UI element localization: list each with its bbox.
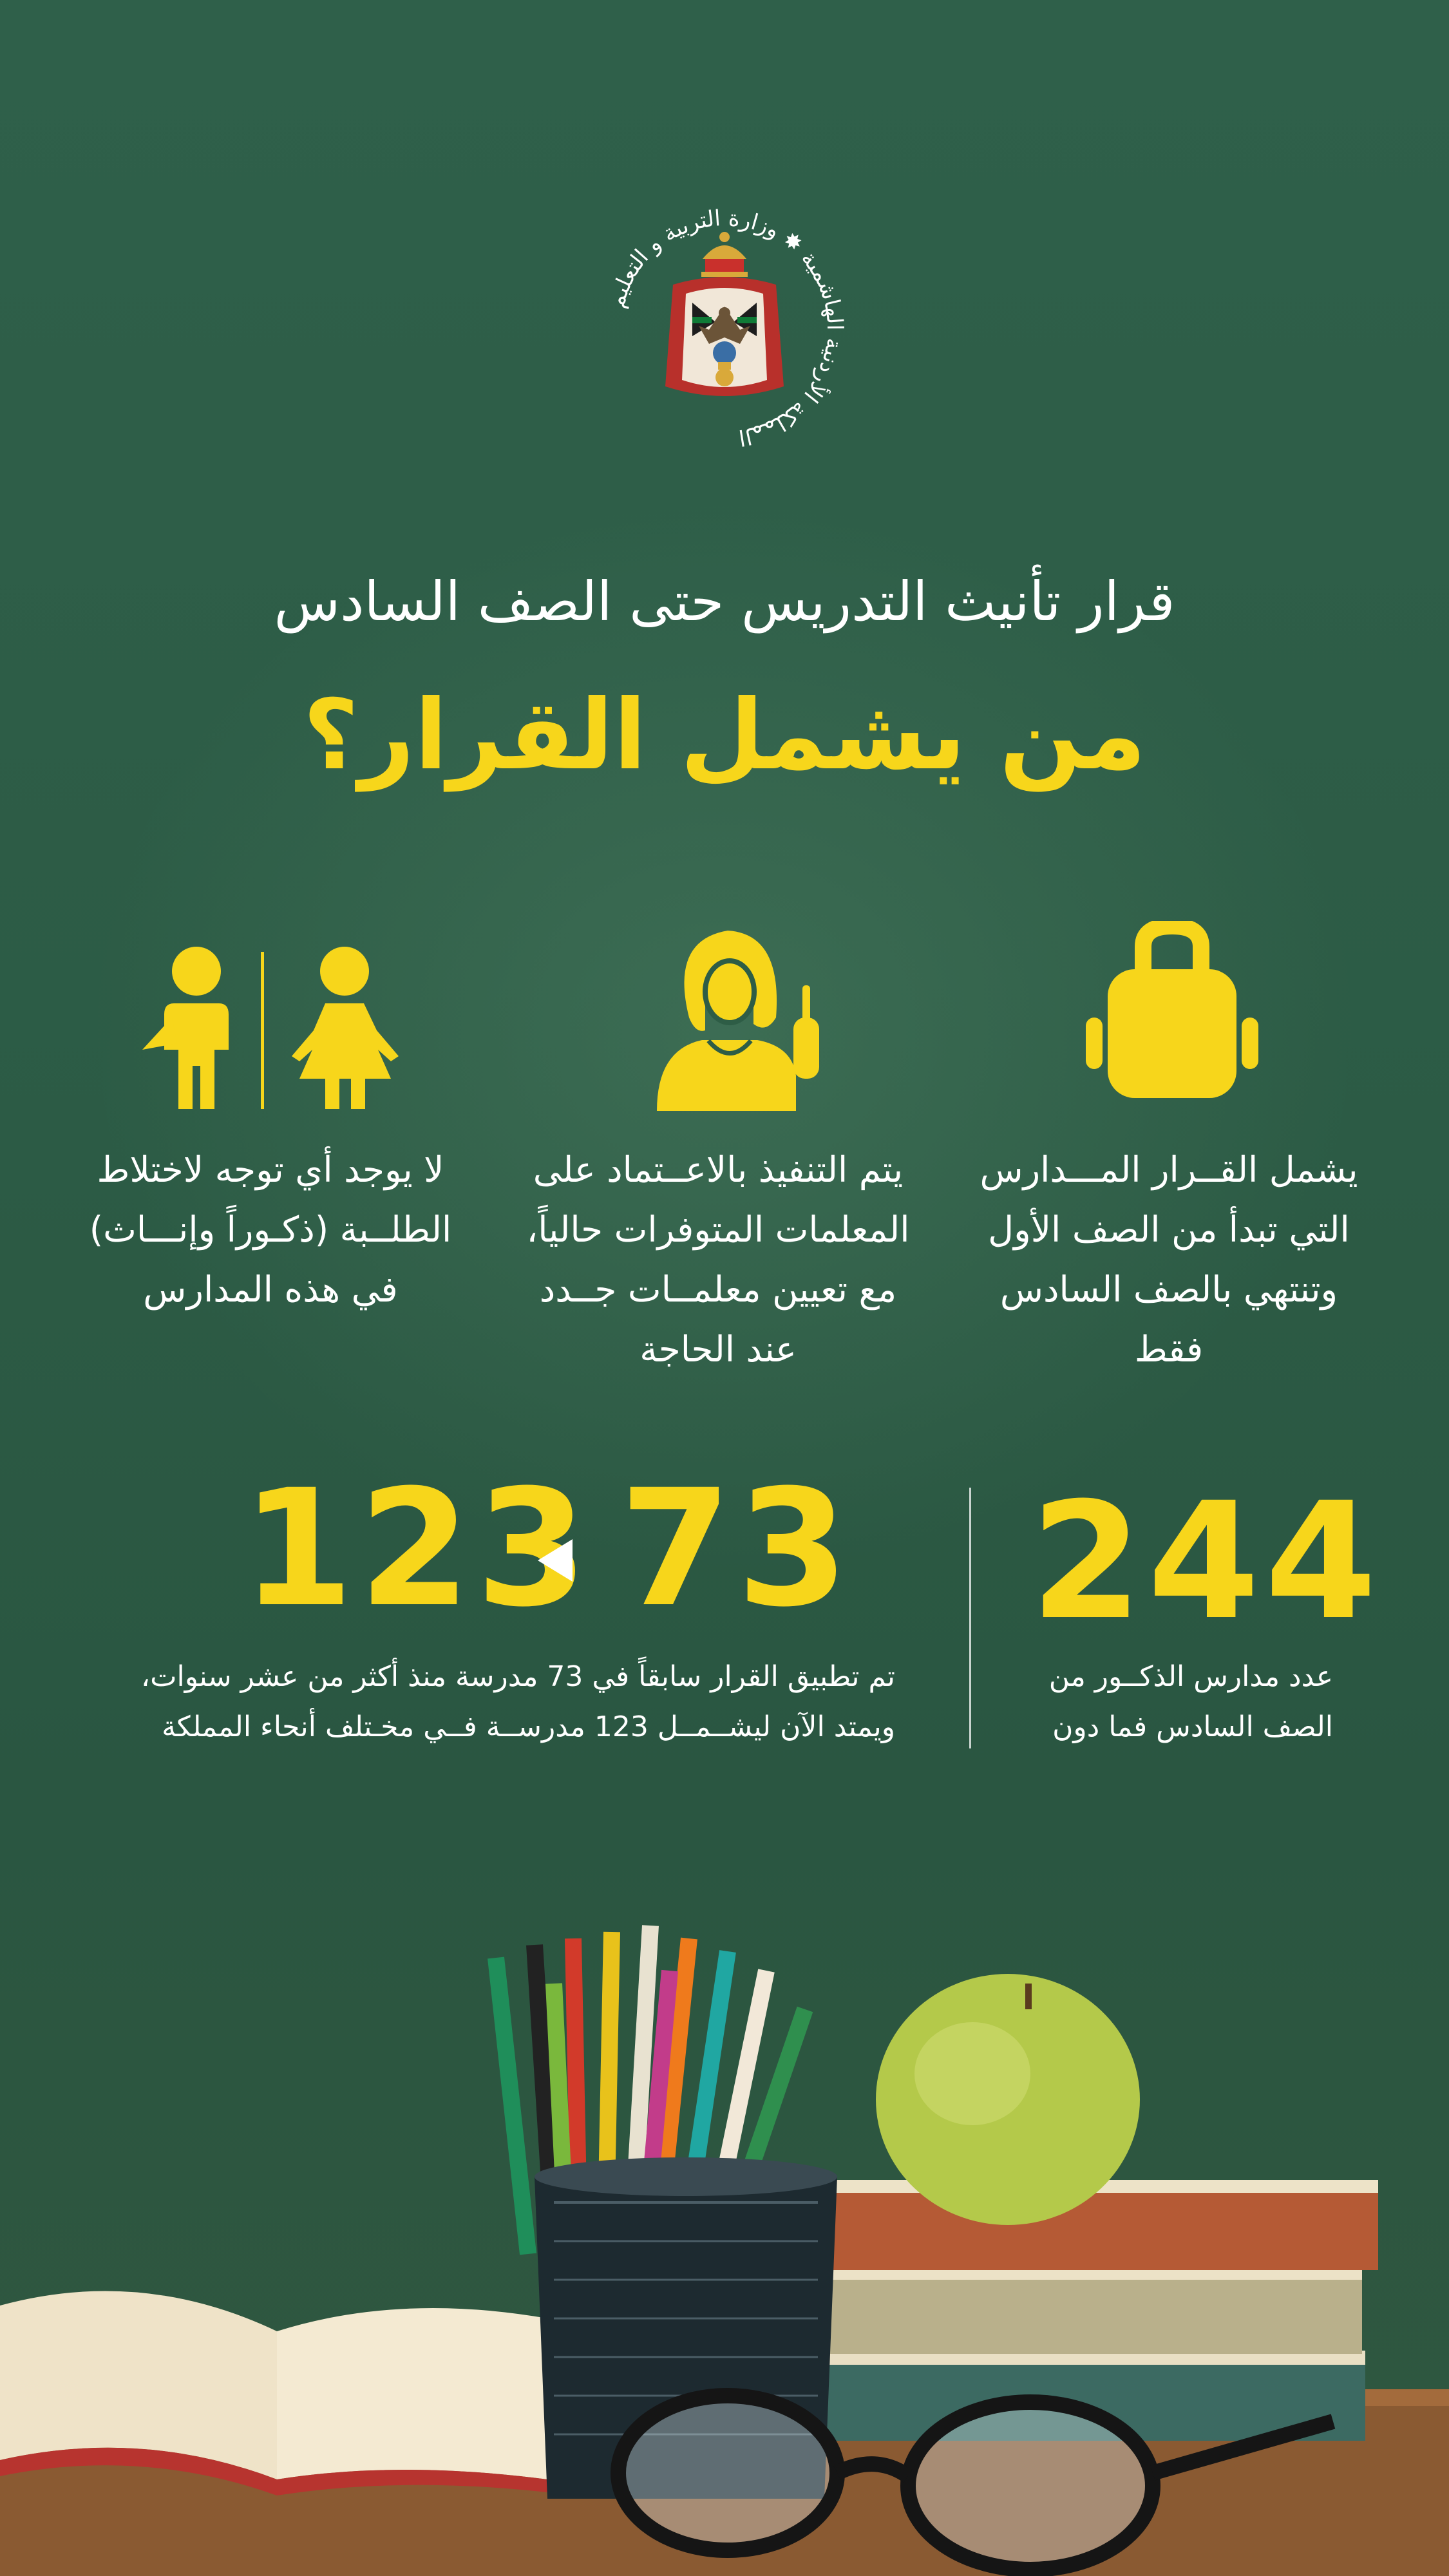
stat-line: تم تطبيق القرار سابقاً في 73 مدرسة منذ أكثر من عشر سنوات،	[140, 1660, 895, 1693]
crown-icon	[701, 232, 748, 277]
stat-number-73: 73	[620, 1455, 854, 1642]
jordan-coat-of-arms-icon	[596, 200, 853, 457]
backpack-icon	[1082, 921, 1262, 1104]
feature-text-backpack	[960, 1140, 1378, 1379]
stat-text-right	[1005, 1652, 1333, 1752]
feature-line: وتنتهي بالصف السادس	[999, 1269, 1338, 1310]
boy-girl-icon	[138, 947, 402, 1114]
page-subtitle: قرار تأنيث التدريس حتى الصف السادس	[274, 570, 1175, 633]
stat-line: الصف السادس فما دون	[1052, 1710, 1333, 1743]
book-stack-icon	[805, 2180, 1378, 2441]
feature-text-teacher	[509, 1140, 927, 1379]
stats-divider	[969, 1488, 971, 1748]
feature-line: الطلــبة (ذكـوراً وإنـــاث)	[89, 1209, 452, 1250]
stat-text-left	[97, 1652, 895, 1752]
open-book-icon	[0, 2291, 547, 2496]
feature-line: التي تبدأ من الصف الأول	[988, 1209, 1350, 1250]
stat-line: ويمتد الآن ليشــمــل 123 مدرســة فــي مخـتلف أنحاء المملكة	[162, 1710, 895, 1743]
feature-text-mixing	[61, 1140, 480, 1320]
emblem-ring-text: المملكة الأردنية الهاشمية ✸ وزارة التربية و التعليم	[603, 205, 848, 451]
feature-line: فقط	[1134, 1329, 1204, 1370]
page-title: من يشمل القرار؟	[303, 679, 1146, 791]
stat-number-244: 244	[1030, 1468, 1382, 1655]
feature-line: عند الحاجة	[639, 1329, 797, 1370]
feature-line: مع تعيين معلمــات جــدد	[539, 1269, 897, 1310]
female-teacher-icon	[644, 921, 831, 1111]
arrow-left-icon	[538, 1539, 573, 1582]
feature-line: في هذه المدارس	[143, 1269, 398, 1310]
apple-icon	[876, 1974, 1140, 2225]
stat-line: عدد مدارس الذكــور من	[1048, 1660, 1333, 1693]
school-supplies-scene	[0, 1842, 1449, 2576]
stat-number-123: 123	[242, 1455, 593, 1642]
feature-line: يشمل القــرار المـــدارس	[980, 1149, 1358, 1190]
feature-line: المعلمات المتوفرات حالياً،	[526, 1209, 910, 1250]
feature-line: لا يوجد أي توجه لاختلاط	[97, 1149, 444, 1190]
feature-line: يتم التنفيذ بالاعــتماد على	[533, 1149, 904, 1190]
